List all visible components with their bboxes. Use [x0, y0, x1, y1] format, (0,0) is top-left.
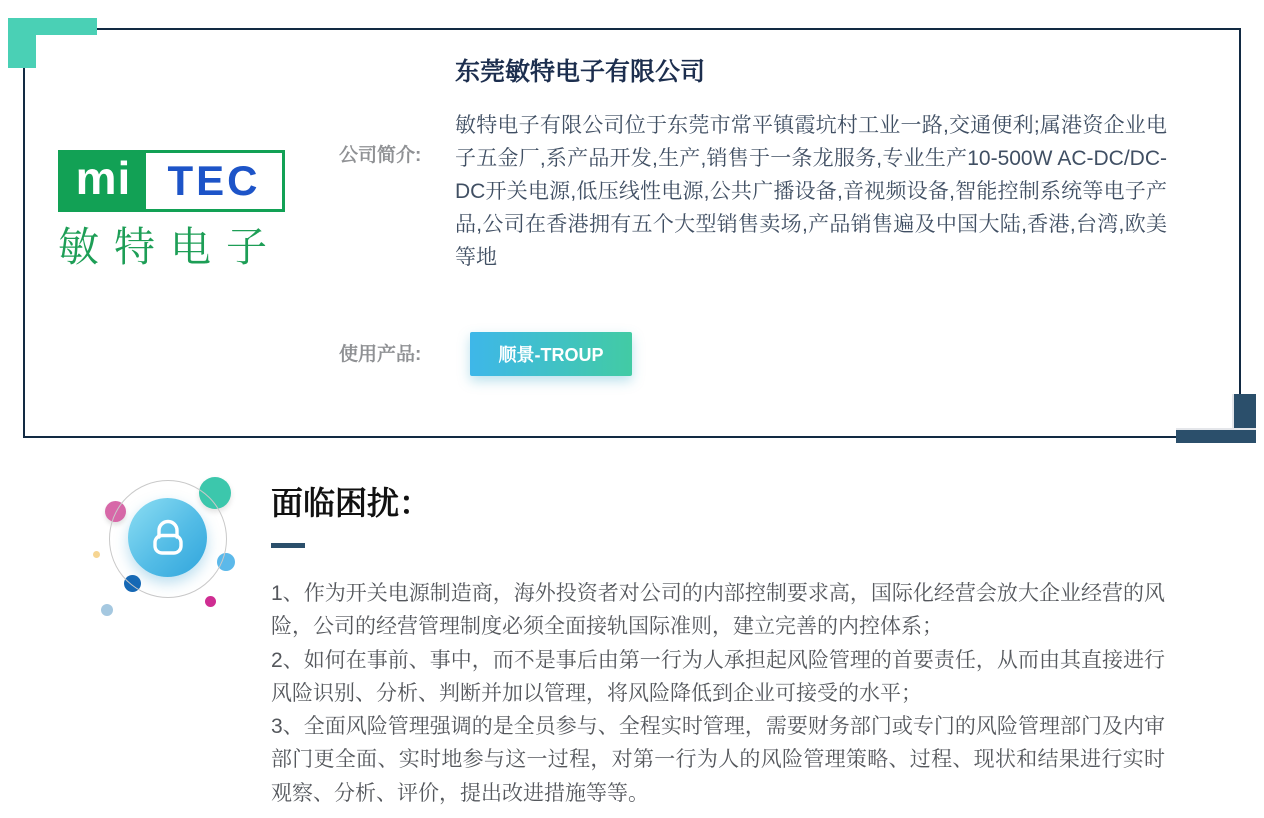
lock-icon: [145, 512, 191, 563]
logo-tec-text: TEC: [167, 157, 261, 204]
logo-chinese-name: 敏特电子: [58, 224, 282, 270]
problem-item-3: 3、全面风险管理强调的是全员参与、全程实时管理，需要财务部门或专门的风险管理部门及内审部门更全面、实时地参与这一过程，对第一行为人的风险管理策略、过程、现状和结果进行实时观察、分析、评价，提出改进措施等等。: [271, 715, 1165, 805]
problems-section-title: 面临困扰：: [271, 485, 432, 521]
lock-circle: [128, 498, 207, 577]
product-label: 使用产品:: [339, 344, 422, 365]
product-button[interactable]: 顺景-TROUP: [470, 332, 632, 376]
logo-mi-text: mi: [75, 152, 132, 204]
title-underline-dash: [271, 543, 305, 548]
problem-item-1: 1、作为开关电源制造商，海外投资者对公司的内部控制要求高，国际化经营会放大企业经营的风险，公司的经营管理制度必须全面接轨国际准则，建立完善的内控体系；: [271, 582, 1165, 639]
company-logo: [58, 150, 285, 268]
dark-corner-decoration: [1176, 428, 1256, 443]
company-profile-text: 敏特电子有限公司位于东莞市常平镇霞坑村工业一路,交通便利;属港资企业电子五金厂,系产品开发,生产,销售于一条龙服务,专业生产10-500W AC-DC/DC-DC开关电源,低压线性电源,公共广播设备,音视频设备,智能控制系统等电子产品,公司在香港拥有五个大型销售卖场,产品销售遍及中国大陆,香港,台湾,欧美等地: [455, 114, 1167, 269]
teal-corner-decoration: [8, 18, 36, 68]
profile-label: 公司简介:: [339, 145, 422, 166]
problems-list: [271, 577, 1165, 810]
logo-mi-block: [61, 153, 146, 209]
logo-mark: [58, 150, 285, 212]
problem-item-2: 2、如何在事前、事中，而不是事后由第一行为人承担起风险管理的首要责任，从而由其直接进行风险识别、分析、判断并加以管理，将风险降低到企业可接受的水平；: [271, 648, 1165, 705]
logo-tec-block: [146, 153, 282, 209]
company-name-title: 东莞敏特电子有限公司: [455, 58, 706, 86]
lock-illustration: [85, 455, 265, 635]
